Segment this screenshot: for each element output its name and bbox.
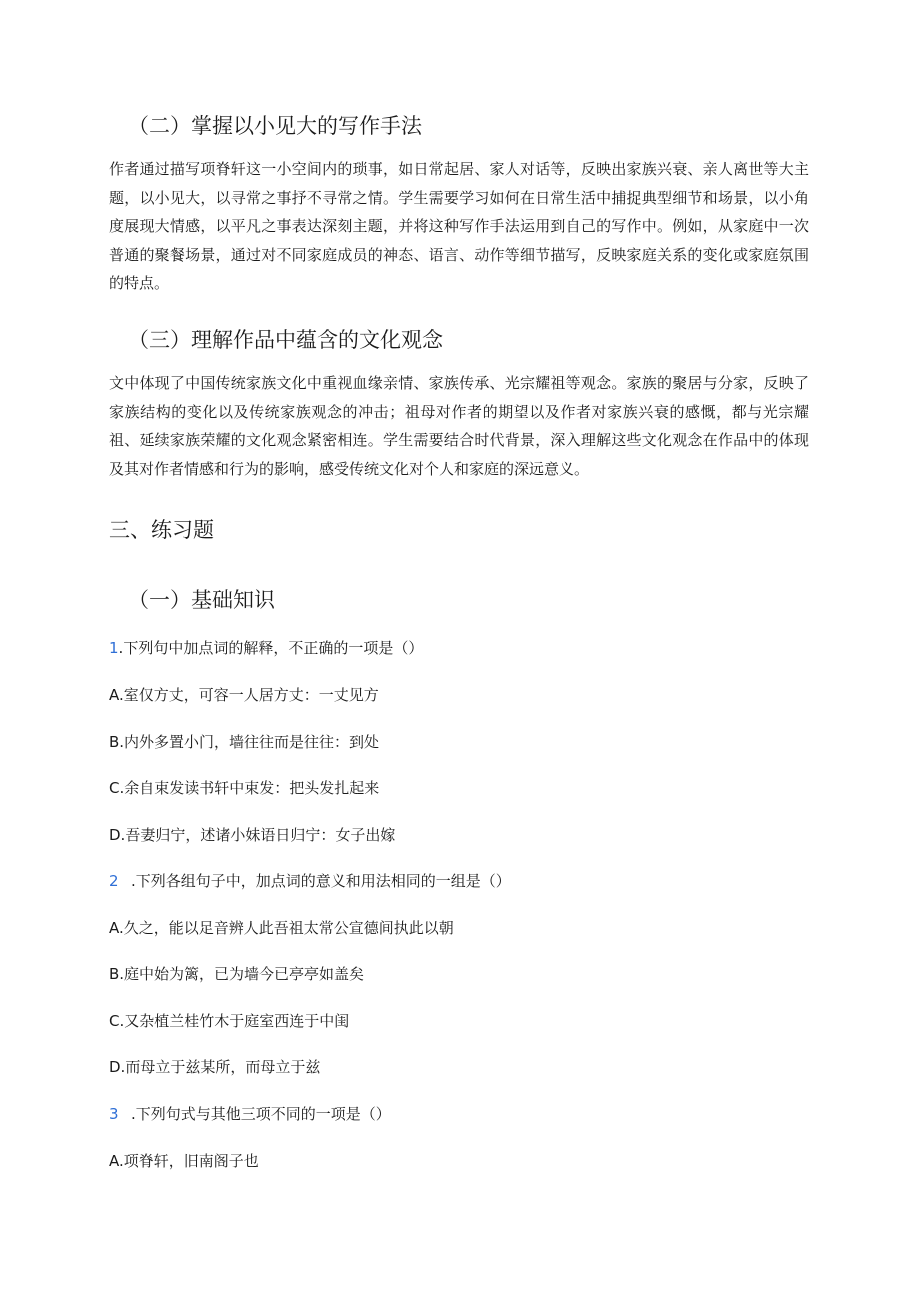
question-1-option-a: A.室仅方丈，可容一人居方丈：一丈见方 (109, 686, 379, 704)
part-3-heading: 三、练习题 (109, 518, 214, 542)
question-text: .下列各组句子中，加点词的意义和用法相同的一组是（） (131, 872, 511, 890)
section-heading-3: （三）理解作品中蕴含的文化观念 (128, 328, 443, 352)
question-1-option-c: C.余自束发读书轩中束发：把头发扎起来 (109, 779, 380, 797)
question-2-option-b: B.庭中始为篱，已为墙今已亭亭如盖矣 (109, 965, 365, 983)
question-1 (109, 637, 423, 659)
question-2-option-c: C.又杂植兰桂竹木于庭室西连于中闺 (109, 1012, 350, 1030)
question-1-option-d: D.吾妻归宁，述诸小妹语日归宁：女子出嫁 (109, 826, 396, 844)
question-2-option-a: A.久之，能以足音辨人此吾祖太常公宣德间执此以朝 (109, 919, 454, 937)
question-text: .下列句式与其他三项不同的一项是（） (131, 1105, 391, 1123)
question-2-option-d: D.而母立于兹某所，而母立于兹 (109, 1058, 321, 1076)
question-text: .下列句中加点词的解释，不正确的一项是（） (118, 639, 424, 657)
question-3-option-a: A.项脊轩，旧南阁子也 (109, 1152, 259, 1170)
basic-knowledge-heading: （一）基础知识 (128, 588, 275, 612)
question-2 (109, 870, 511, 892)
question-number: 2 (109, 872, 119, 890)
question-number: 3 (109, 1105, 119, 1123)
question-3 (109, 1103, 391, 1125)
section-3-paragraph: 文中体现了中国传统家族文化中重视血缘亲情、家族传承、光宗耀祖等观念。家族的聚居与分家，反映了家族结构的变化以及传统家族观念的冲击；祖母对作者的期望以及作者对家族兴衰的感慨，都与光宗耀祖、延续家族荣耀的文化观念紧密相连。学生需要结合时代背景，深入理解这些文化观念在作品中的体现及其对作者情感和行为的影响，感受传统文化对个人和家庭的深远意义。 (109, 374, 809, 478)
section-2-paragraph: 作者通过描写项脊轩这一小空间内的琐事，如日常起居、家人对话等，反映出家族兴衰、亲人离世等大主题，以小见大，以寻常之事抒不寻常之情。学生需要学习如何在日常生活中捕捉典型细节和场景，以小角度展现大情感，以平凡之事表达深刻主题，并将这种写作手法运用到自己的写作中。例如，从家庭中一次普通的聚餐场景，通过对不同家庭成员的神态、语言、动作等细节描写，反映家庭关系的变化或家庭氛围的特点。 (109, 160, 809, 292)
question-1-option-b: B.内外多置小门，墙往往而是往往：到处 (109, 733, 380, 751)
section-heading-2: （二）掌握以小见大的写作手法 (128, 114, 422, 138)
question-number: 1 (109, 639, 119, 657)
